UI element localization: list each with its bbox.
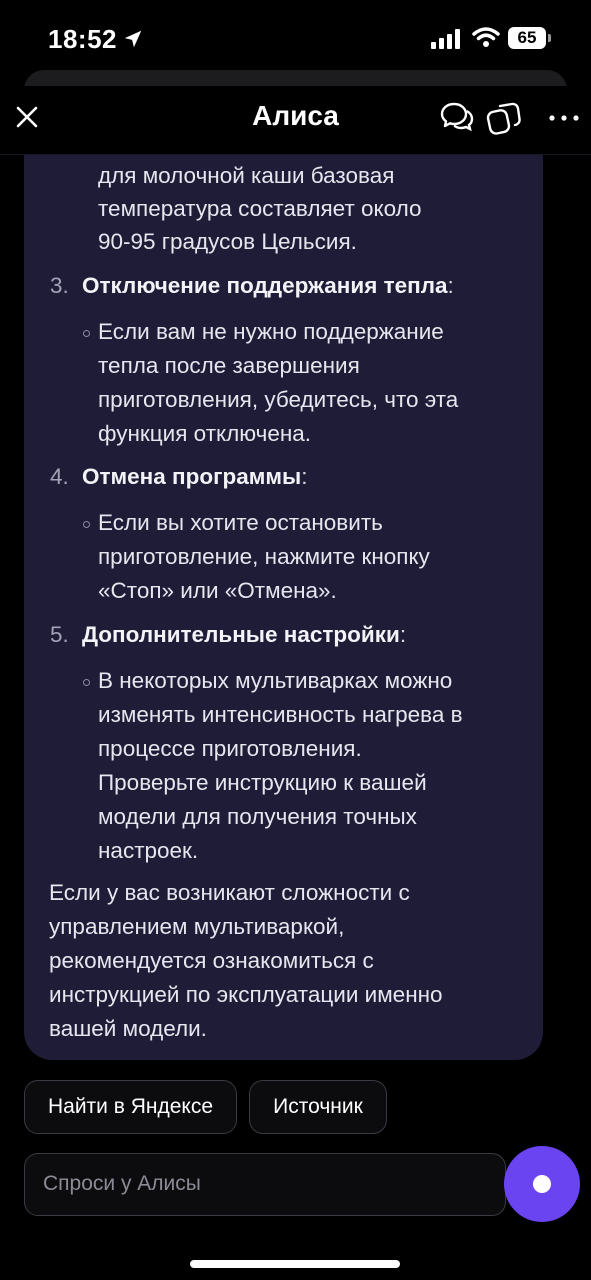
chat-history-icon[interactable] (440, 101, 474, 133)
list-heading: Отключение поддержания тепла: (82, 273, 454, 298)
message-line: приготовления, убедитесь, что эта (98, 387, 459, 412)
message-line: В некоторых мультиварках можно (98, 668, 453, 693)
message-line: Если вам не нужно поддержание (98, 319, 444, 344)
status-bar (0, 0, 591, 75)
source-button[interactable]: Источник (249, 1080, 387, 1134)
message-line: управлением мультиваркой, (49, 914, 345, 939)
page-title: Алиса (252, 100, 339, 131)
wifi-icon (472, 26, 500, 48)
voice-dot-icon (533, 1175, 551, 1193)
list-number: 4. (50, 464, 69, 489)
chat-header (0, 86, 591, 155)
ask-alice-input[interactable] (24, 1153, 506, 1216)
message-line: 90-95 градусов Цельсия. (98, 229, 357, 254)
voice-button[interactable] (504, 1146, 580, 1222)
copy-icon[interactable] (486, 100, 522, 136)
location-arrow-icon (122, 28, 144, 50)
message-line: процессе приготовления. (98, 736, 362, 761)
input-placeholder: Спроси у Алисы (43, 1172, 201, 1195)
battery-indicator: 65 (508, 27, 546, 49)
message-line: для молочной каши базовая (98, 163, 395, 188)
home-indicator[interactable] (190, 1260, 400, 1268)
message-line: изменять интенсивность нагрева в (98, 702, 463, 727)
search-yandex-button[interactable]: Найти в Яндексе (24, 1080, 237, 1134)
message-line: тепла после завершения (98, 353, 360, 378)
cellular-signal-icon (431, 29, 463, 49)
message-line: Если у вас возникают сложности с (49, 880, 410, 905)
message-line: Проверьте инструкцию к вашей (98, 770, 427, 795)
bullet-icon (83, 679, 90, 686)
message-line: функция отключена. (98, 421, 312, 446)
more-icon[interactable] (546, 100, 582, 136)
status-time: 18:52 (48, 24, 117, 54)
message-line: настроек. (98, 838, 199, 863)
message-line: вашей модели. (49, 1016, 207, 1041)
bullet-icon (83, 521, 90, 528)
message-line: инструкцией по эксплуатации именно (49, 982, 443, 1007)
message-line: рекомендуется ознакомиться с (49, 948, 374, 973)
list-number: 5. (50, 622, 69, 647)
message-line: температура составляет около (98, 196, 422, 221)
battery-cap (548, 34, 551, 42)
list-heading: Отмена программы: (82, 464, 308, 489)
bullet-icon (83, 330, 90, 337)
list-heading: Дополнительные настройки: (82, 622, 407, 647)
message-line: модели для получения точных (98, 804, 417, 829)
list-number: 3. (50, 273, 69, 298)
message-line: Если вы хотите остановить (98, 510, 383, 535)
chat-scroll-area[interactable] (0, 155, 591, 1065)
message-line: «Стоп» или «Отмена». (98, 578, 337, 603)
message-line: приготовление, нажмите кнопку (98, 544, 430, 569)
